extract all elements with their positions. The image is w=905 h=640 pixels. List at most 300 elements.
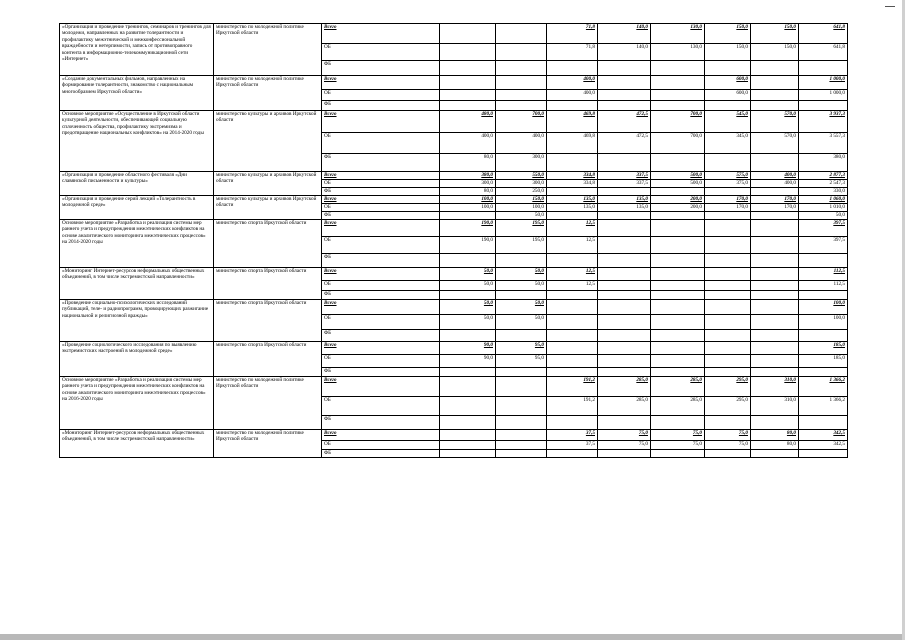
funding-source-cell: Всего [322, 111, 440, 133]
amount-cell [440, 430, 496, 441]
amount-cell [651, 450, 705, 458]
amount-cell: 50,0 [440, 315, 496, 330]
amount-cell [598, 212, 651, 220]
funding-source-cell: Всего [322, 300, 440, 315]
amount-cell [705, 355, 751, 368]
amount-cell: 170,0 [705, 196, 751, 204]
page-bottom-edge [0, 634, 905, 640]
amount-cell: 80,0 [751, 441, 799, 450]
amount-cell [440, 416, 496, 430]
funding-source-cell: ФБ [322, 188, 440, 196]
amount-cell [751, 416, 799, 430]
funding-source-cell: ОБ [322, 397, 440, 416]
responsible-cell: министерство культуры и архивов Иркутской области [214, 172, 322, 196]
funding-source-cell: Всего [322, 342, 440, 355]
amount-cell [705, 254, 751, 268]
amount-cell [705, 237, 751, 254]
responsible-cell: министерство спорта Иркутской области [214, 268, 322, 300]
responsible-cell: министерство спорта Иркутской области [214, 220, 322, 268]
amount-cell: 1 000,0 [799, 90, 848, 101]
amount-cell [751, 90, 799, 101]
amount-cell [598, 315, 651, 330]
amount-cell [705, 268, 751, 281]
amount-cell [751, 342, 799, 355]
amount-cell: 140,0 [598, 24, 651, 44]
amount-cell [496, 101, 547, 111]
amount-cell: 469,8 [547, 133, 598, 154]
responsible-cell: министерство культуры и архивов Иркутской области [214, 196, 322, 220]
amount-cell: 380,0 [799, 154, 848, 172]
amount-cell: 50,0 [440, 300, 496, 315]
amount-cell [598, 291, 651, 300]
funding-source-cell: Всего [322, 220, 440, 237]
amount-cell [598, 90, 651, 101]
amount-cell [440, 90, 496, 101]
amount-cell: 500,0 [651, 172, 705, 180]
amount-cell [751, 268, 799, 281]
activity-name-cell: «Организация и проведение серий лекций «Толерантность в молодежной среде» [60, 196, 214, 220]
amount-cell [751, 315, 799, 330]
amount-cell: 50,0 [496, 268, 547, 281]
amount-cell: 295,0 [705, 397, 751, 416]
amount-cell [751, 188, 799, 196]
amount-cell: 150,0 [705, 24, 751, 44]
amount-cell [496, 61, 547, 76]
table-row [60, 300, 848, 315]
funding-source-cell: ОБ [322, 355, 440, 368]
amount-cell: 375,0 [705, 180, 751, 188]
funding-source-cell: Всего [322, 24, 440, 44]
amount-cell: 285,0 [598, 377, 651, 397]
amount-cell [705, 281, 751, 291]
amount-cell: 397,5 [799, 220, 848, 237]
amount-cell: 50,0 [496, 315, 547, 330]
amount-cell: 472,5 [598, 133, 651, 154]
amount-cell: 641,8 [799, 24, 848, 44]
amount-cell [547, 291, 598, 300]
amount-cell [496, 44, 547, 61]
funding-source-cell: ФБ [322, 416, 440, 430]
amount-cell: 80,0 [440, 188, 496, 196]
amount-cell [751, 212, 799, 220]
funding-source-cell: Всего [322, 268, 440, 281]
responsible-cell: министерство по молодежной политике Иркутской области [214, 24, 322, 76]
amount-cell: 150,0 [751, 44, 799, 61]
amount-cell [705, 300, 751, 315]
amount-cell: 400,0 [496, 133, 547, 154]
amount-cell: 191,2 [547, 397, 598, 416]
funding-source-cell: ФБ [322, 154, 440, 172]
amount-cell [705, 342, 751, 355]
amount-cell [440, 76, 496, 90]
amount-cell: 310,0 [751, 397, 799, 416]
funding-source-cell: ОБ [322, 133, 440, 154]
amount-cell [496, 291, 547, 300]
scan-corner-mark [885, 6, 895, 13]
amount-cell [598, 355, 651, 368]
amount-cell: 100,0 [440, 196, 496, 204]
amount-cell: 300,0 [496, 180, 547, 188]
amount-cell: 334,8 [547, 172, 598, 180]
amount-cell: 185,0 [799, 355, 848, 368]
amount-cell: 1 000,0 [799, 76, 848, 90]
amount-cell: 112,5 [799, 281, 848, 291]
table-row [60, 430, 848, 441]
amount-cell: 342,5 [799, 430, 848, 441]
funding-source-cell: ОБ [322, 237, 440, 254]
amount-cell [440, 44, 496, 61]
amount-cell [598, 450, 651, 458]
amount-cell: 400,0 [547, 76, 598, 90]
amount-cell: 135,0 [598, 204, 651, 212]
amount-cell: 50,0 [496, 300, 547, 315]
amount-cell [440, 377, 496, 397]
amount-cell [651, 61, 705, 76]
amount-cell [705, 368, 751, 377]
amount-cell: 50,0 [799, 212, 848, 220]
responsible-cell: министерство спорта Иркутской области [214, 342, 322, 377]
amount-cell [547, 342, 598, 355]
amount-cell: 95,0 [496, 342, 547, 355]
amount-cell [651, 268, 705, 281]
amount-cell: 37,5 [547, 430, 598, 441]
amount-cell [547, 330, 598, 342]
amount-cell [751, 220, 799, 237]
amount-cell [799, 330, 848, 342]
amount-cell [751, 330, 799, 342]
amount-cell: 75,0 [705, 430, 751, 441]
amount-cell [651, 220, 705, 237]
amount-cell: 12,5 [547, 268, 598, 281]
funding-source-cell: ОБ [322, 204, 440, 212]
amount-cell: 150,0 [496, 196, 547, 204]
amount-cell [547, 154, 598, 172]
activity-name-cell: «Организация и проведение тренингов, семинаров и тренингов для молодежи, направленных на развитие толерантности и профилактику межэтнической и межконфессиональной враждебности и нетерпимости, запись от противоправного контента в информационно-телекоммуникационной сети «Интернет» [60, 24, 214, 76]
amount-cell: 700,0 [651, 111, 705, 133]
amount-cell [598, 368, 651, 377]
amount-cell [705, 61, 751, 76]
amount-cell [651, 212, 705, 220]
amount-cell [496, 330, 547, 342]
table-row [60, 220, 848, 237]
amount-cell: 337,5 [598, 180, 651, 188]
amount-cell [651, 315, 705, 330]
funding-source-cell: ОБ [322, 315, 440, 330]
amount-cell [751, 368, 799, 377]
amount-cell [496, 430, 547, 441]
amount-cell: 50,0 [440, 268, 496, 281]
amount-cell [598, 300, 651, 315]
amount-cell [440, 397, 496, 416]
amount-cell: 150,0 [751, 24, 799, 44]
activity-name-cell: Основное мероприятие «Разработка и реализация системы мер раннего учета и предупреждения межэтнических конфликтов на основе аналитического мониторинга межэтнических процессов» на 2014-2020 годы [60, 220, 214, 268]
amount-cell: 50,0 [496, 281, 547, 291]
amount-cell [705, 315, 751, 330]
funding-source-cell: ОБ [322, 281, 440, 291]
amount-cell: 100,0 [799, 300, 848, 315]
funding-source-cell: ФБ [322, 101, 440, 111]
amount-cell [598, 416, 651, 430]
amount-cell [547, 188, 598, 196]
responsible-cell: министерство по молодежной политике Иркутской области [214, 377, 322, 430]
amount-cell [547, 450, 598, 458]
amount-cell [496, 254, 547, 268]
amount-cell [751, 450, 799, 458]
amount-cell [440, 101, 496, 111]
amount-cell [651, 291, 705, 300]
amount-cell [751, 61, 799, 76]
amount-cell [705, 220, 751, 237]
amount-cell: 190,0 [440, 237, 496, 254]
amount-cell: 400,0 [547, 90, 598, 101]
amount-cell: 71,8 [547, 24, 598, 44]
activity-name-cell: «Мониторинг Интернет-ресурсов неформальных общественных объединений, в том числе экстремистской направленности» [60, 268, 214, 300]
amount-cell [799, 61, 848, 76]
funding-source-cell: ОБ [322, 180, 440, 188]
amount-cell: 200,0 [651, 196, 705, 204]
amount-cell [651, 300, 705, 315]
funding-source-cell: ОБ [322, 44, 440, 61]
amount-cell [547, 355, 598, 368]
budget-table [59, 23, 848, 458]
amount-cell: 190,0 [440, 220, 496, 237]
amount-cell [496, 416, 547, 430]
amount-cell [496, 441, 547, 450]
amount-cell [496, 24, 547, 44]
activity-name-cell: Основное мероприятие «Осуществление в Иркутской области культурной деятельности, обеспечивающей социальную сплоченность общества, профилактику экстремизма и предотвращение национальных конфликтов» на 2014-2020 годы [60, 111, 214, 172]
amount-cell [547, 61, 598, 76]
amount-cell: 500,0 [651, 180, 705, 188]
amount-cell [547, 368, 598, 377]
amount-cell [651, 416, 705, 430]
amount-cell [547, 416, 598, 430]
amount-cell [705, 101, 751, 111]
amount-cell [751, 300, 799, 315]
amount-cell [751, 254, 799, 268]
amount-cell: 12,5 [547, 220, 598, 237]
amount-cell: 400,0 [751, 172, 799, 180]
amount-cell [751, 291, 799, 300]
amount-cell: 550,0 [496, 172, 547, 180]
amount-cell: 575,0 [705, 172, 751, 180]
amount-cell: 195,0 [496, 220, 547, 237]
amount-cell [547, 101, 598, 111]
funding-source-cell: ОБ [322, 90, 440, 101]
funding-source-cell: ОБ [322, 441, 440, 450]
amount-cell [751, 355, 799, 368]
amount-cell: 71,8 [547, 44, 598, 61]
amount-cell: 700,0 [651, 133, 705, 154]
amount-cell [598, 220, 651, 237]
amount-cell: 50,0 [496, 212, 547, 220]
amount-cell: 1 010,0 [799, 204, 848, 212]
amount-cell: 75,0 [705, 441, 751, 450]
responsible-cell: министерство спорта Иркутской области [214, 300, 322, 342]
amount-cell [598, 237, 651, 254]
amount-cell [799, 450, 848, 458]
amount-cell: 472,5 [598, 111, 651, 133]
amount-cell: 130,0 [651, 44, 705, 61]
amount-cell: 285,0 [598, 397, 651, 416]
amount-cell: 380,0 [440, 172, 496, 180]
amount-cell: 75,0 [651, 441, 705, 450]
amount-cell: 469,8 [547, 111, 598, 133]
amount-cell: 140,0 [598, 44, 651, 61]
amount-cell: 600,0 [705, 90, 751, 101]
amount-cell: 300,0 [496, 154, 547, 172]
amount-cell [547, 300, 598, 315]
amount-cell: 1 366,2 [799, 377, 848, 397]
amount-cell: 1 366,2 [799, 397, 848, 416]
amount-cell: 170,0 [751, 204, 799, 212]
amount-cell [440, 212, 496, 220]
amount-cell: 300,0 [440, 180, 496, 188]
funding-source-cell: Всего [322, 430, 440, 441]
amount-cell [751, 281, 799, 291]
amount-cell: 570,0 [751, 111, 799, 133]
amount-cell [440, 441, 496, 450]
activity-name-cell: «Организация и проведение областного фестиваля «Дни славянской письменности и культуры» [60, 172, 214, 196]
amount-cell [440, 291, 496, 300]
amount-cell [598, 342, 651, 355]
amount-cell [651, 281, 705, 291]
amount-cell: 135,0 [598, 196, 651, 204]
amount-cell [547, 254, 598, 268]
amount-cell: 3 557,3 [799, 133, 848, 154]
amount-cell: 37,5 [547, 441, 598, 450]
amount-cell [440, 330, 496, 342]
amount-cell [705, 212, 751, 220]
funding-source-cell: ФБ [322, 368, 440, 377]
amount-cell: 285,0 [651, 397, 705, 416]
amount-cell [651, 237, 705, 254]
amount-cell [799, 291, 848, 300]
amount-cell: 12,5 [547, 237, 598, 254]
activity-name-cell: «Проведение социально-психологических исследований публикаций, теле- и радиопрограмм, провоцирующих разжигание национальной и религиозной вражды» [60, 300, 214, 342]
amount-cell: 285,0 [651, 377, 705, 397]
amount-cell: 1 060,0 [799, 196, 848, 204]
amount-cell [651, 355, 705, 368]
amount-cell: 400,0 [751, 180, 799, 188]
amount-cell [651, 101, 705, 111]
amount-cell: 112,5 [799, 268, 848, 281]
amount-cell: 295,0 [705, 377, 751, 397]
amount-cell [705, 188, 751, 196]
amount-cell [598, 76, 651, 90]
table-row [60, 24, 848, 44]
activity-name-cell: «Мониторинг Интернет-ресурсов неформальных общественных объединений, в том числе экстремистской направленности» [60, 430, 214, 458]
amount-cell [598, 154, 651, 172]
amount-cell: 135,0 [547, 204, 598, 212]
amount-cell: 600,0 [705, 76, 751, 90]
funding-source-cell: ФБ [322, 212, 440, 220]
amount-cell: 545,0 [705, 111, 751, 133]
amount-cell: 345,0 [705, 133, 751, 154]
amount-cell [496, 450, 547, 458]
amount-cell: 400,0 [440, 133, 496, 154]
activity-name-cell: Основное мероприятие «Разработка и реализация системы мер раннего учета и предупреждения межэтнических конфликтов на основе аналитического мониторинга межэтнических процессов» на 2016-2020 годы [60, 377, 214, 430]
amount-cell [440, 368, 496, 377]
amount-cell: 641,8 [799, 44, 848, 61]
amount-cell: 200,0 [651, 204, 705, 212]
amount-cell: 700,0 [496, 111, 547, 133]
amount-cell: 75,0 [598, 430, 651, 441]
funding-source-cell: ФБ [322, 450, 440, 458]
amount-cell: 330,0 [799, 188, 848, 196]
amount-cell [598, 254, 651, 268]
amount-cell: 75,0 [598, 441, 651, 450]
responsible-cell: министерство по молодежной политике Иркутской области [214, 430, 322, 458]
amount-cell [705, 154, 751, 172]
amount-cell: 170,0 [705, 204, 751, 212]
amount-cell [751, 101, 799, 111]
amount-cell [598, 281, 651, 291]
funding-source-cell: ФБ [322, 330, 440, 342]
funding-source-cell: Всего [322, 76, 440, 90]
amount-cell: 2 547,3 [799, 180, 848, 188]
amount-cell: 310,0 [751, 377, 799, 397]
amount-cell [751, 154, 799, 172]
amount-cell [440, 24, 496, 44]
amount-cell [651, 368, 705, 377]
amount-cell: 195,0 [496, 237, 547, 254]
amount-cell [799, 101, 848, 111]
amount-cell [799, 416, 848, 430]
amount-cell: 12,5 [547, 281, 598, 291]
amount-cell [440, 450, 496, 458]
table-row [60, 111, 848, 133]
amount-cell [705, 330, 751, 342]
amount-cell: 397,5 [799, 237, 848, 254]
amount-cell [651, 154, 705, 172]
amount-cell [496, 397, 547, 416]
table-row [60, 196, 848, 204]
activity-name-cell: «Создание документальных фильмов, направленных на формирование толерантности, знакомство с национальным многообразием Иркутской области» [60, 76, 214, 111]
amount-cell: 130,0 [651, 24, 705, 44]
amount-cell: 50,0 [440, 281, 496, 291]
amount-cell [705, 291, 751, 300]
amount-cell [440, 61, 496, 76]
amount-cell: 100,0 [496, 204, 547, 212]
activity-name-cell: «Проведение социологического исследования по выявлению экстремистских настроений в молодежной среде» [60, 342, 214, 377]
table-row [60, 172, 848, 180]
amount-cell [496, 368, 547, 377]
amount-cell [496, 377, 547, 397]
amount-cell: 75,0 [651, 430, 705, 441]
amount-cell [705, 416, 751, 430]
amount-cell: 342,5 [799, 441, 848, 450]
amount-cell: 337,5 [598, 172, 651, 180]
amount-cell: 191,2 [547, 377, 598, 397]
amount-cell: 80,0 [440, 154, 496, 172]
amount-cell [440, 254, 496, 268]
amount-cell [598, 330, 651, 342]
amount-cell [496, 90, 547, 101]
table-row [60, 377, 848, 397]
amount-cell [598, 188, 651, 196]
amount-cell [547, 315, 598, 330]
responsible-cell: министерство культуры и архивов Иркутской области [214, 111, 322, 172]
amount-cell: 185,0 [799, 342, 848, 355]
funding-source-cell: ФБ [322, 61, 440, 76]
amount-cell: 150,0 [705, 44, 751, 61]
amount-cell: 480,0 [440, 111, 496, 133]
amount-cell: 95,0 [496, 355, 547, 368]
amount-cell: 334,8 [547, 180, 598, 188]
amount-cell [799, 368, 848, 377]
amount-cell: 100,0 [440, 204, 496, 212]
amount-cell: 80,0 [751, 430, 799, 441]
